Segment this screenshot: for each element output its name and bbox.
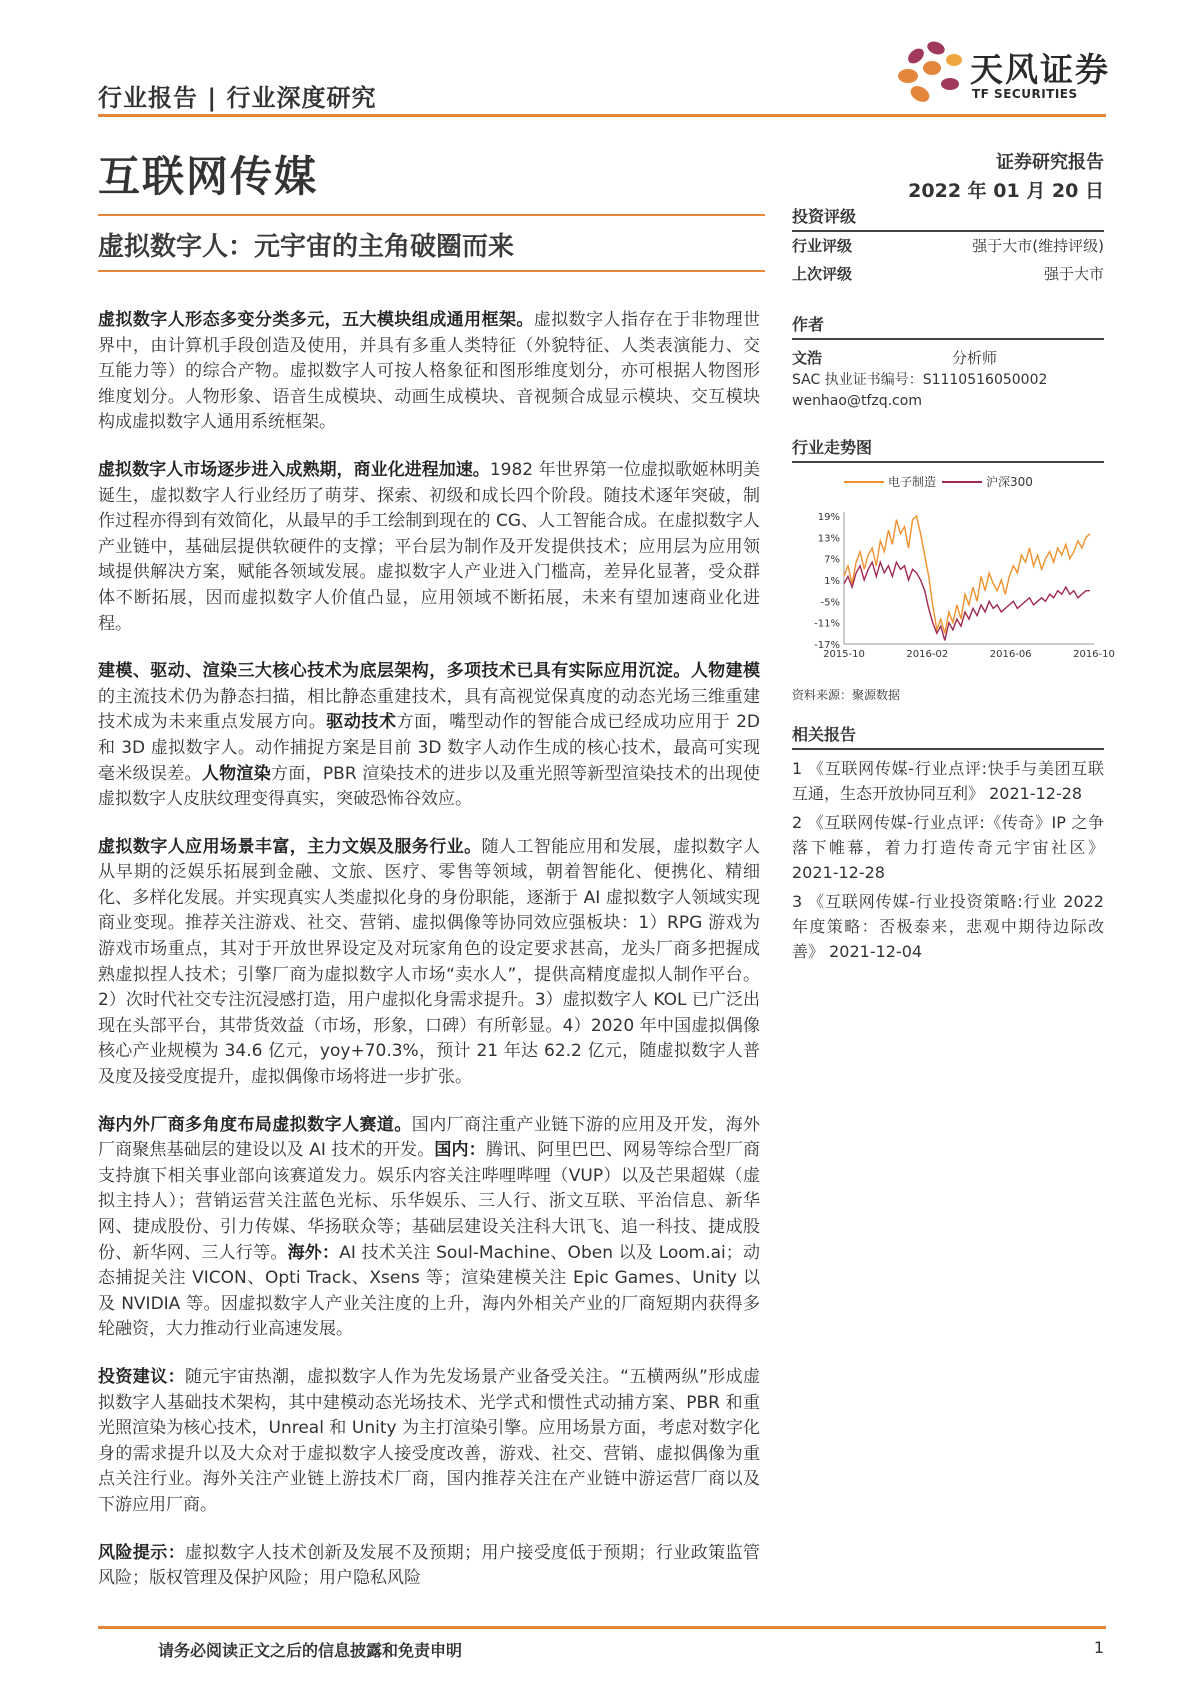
industry-rating-value: 强于大市(维持评级) — [972, 237, 1104, 255]
related-num: 2 — [792, 813, 803, 832]
y-tick-label: 7% — [824, 554, 840, 566]
title-rule-top — [98, 214, 765, 216]
related-title: 《互联网传媒-行业点评:《传奇》IP 之争落下帷幕，着力打造传奇元宇宙社区》 — [792, 813, 1104, 857]
related-item[interactable] — [792, 810, 1104, 885]
paragraph-text: 方面，嘴型动作的智能合成已经成功应用于 2D 和 3D 虚拟数字人。动作捕捉方案是目前 3D 数字人动作生成的核心技术，最高可实现毫米级误差。 — [98, 712, 761, 784]
related-title: 《互联网传媒-行业投资策略:行业 2022 年度策略：否极泰来，悲观中期待边际改善》 — [792, 892, 1104, 961]
header-rule — [98, 114, 1106, 117]
author-heading: 作者 — [792, 315, 825, 334]
chart-source: 资料来源：聚源数据 — [792, 688, 901, 702]
author-cert: SAC 执业证书编号：S1110516050002 — [792, 372, 1048, 388]
paragraph-text: AI 技术关注 Soul-Machine、Oben 以及 Loom.ai；动态捕捉关注 VICON、Opti Track、Xsens 等；渲染建模关注 Epic Games、Unity 以及 NVIDIA 等。因虚拟数字人产业关注度的上升，海内外相关产业的厂商短期内获得多轮融资，大力推动行业高速发展。 — [98, 1242, 761, 1340]
trend-divider — [792, 461, 1104, 463]
y-tick-label: -11% — [814, 618, 840, 630]
legend-label: 沪深300 — [986, 475, 1033, 489]
rating-block — [792, 204, 1104, 288]
paragraph-lead: 虚拟数字人形态多变分类多元，五大模块组成通用框架。 — [98, 310, 534, 330]
related-date: 2021-12-28 — [989, 784, 1083, 803]
related-title: 《互联网传媒-行业点评:快手与美团互联互通，生态开放协同互利》 — [792, 759, 1104, 803]
inline-bold: 人物建模 — [690, 661, 761, 682]
inline-bold: 驱动技术 — [326, 712, 397, 733]
y-tick-label: 13% — [817, 533, 840, 545]
x-tick-label: 2015-10 — [823, 649, 865, 660]
related-divider — [792, 748, 1104, 750]
report-category: 行业报告 | 行业深度研究 — [98, 84, 377, 112]
prev-rating-label: 上次评级 — [792, 265, 853, 283]
related-heading: 相关报告 — [792, 725, 857, 744]
paragraph — [98, 1365, 760, 1519]
paragraph — [98, 458, 760, 637]
paragraph — [98, 1113, 760, 1343]
x-tick-label: 2016-06 — [989, 649, 1032, 660]
logo-text-en: TF SECURITIES — [972, 87, 1078, 101]
author-email[interactable]: wenhao@tfzq.com — [792, 393, 922, 409]
paragraph-text: 随人工智能应用和发展，虚拟数字人从早期的泛娱乐拓展到金融、文旅、医疗、零售等领域，朝着智能化、便携化、精细化、多样化发展。并实现真实人类虚拟化身的身份职能，逐渐于 AI 虚拟数字人领域实现商业变现。推荐关注游戏、社交、营销、虚拟偶像等协同效应强板块：1）RPG 游戏为游戏市场重点，其对于开放世界设定及对玩家角色的设定要求甚高，龙头厂商多把握成熟虚拟捏人技术；引擎厂商为虚拟数字人市场“卖水人”，提供高精度虚拟人制作平台。2）次时代社交专注沉浸感打造，用户虚拟化身需求提升。3）虚拟数字人 KOL 已广泛出现在头部平台，其带货效益（市场，形象，口碑）有所彰显。4）2020 年中国虚拟偶像核心产业规模为 34.6 亿元，yoy+70.3%，预计 21 年达 62.2 亿元，随虚拟数字人普及度及接受度提升，虚拟偶像市场将进一步扩张。 — [98, 836, 761, 1088]
x-tick-label: 2016-10 — [1073, 649, 1115, 660]
paragraph — [98, 835, 760, 1091]
footer-disclaimer[interactable]: 请务必阅读正文之后的信息披露和免责申明 — [158, 1641, 463, 1660]
related-item[interactable] — [792, 756, 1104, 806]
related-item[interactable] — [792, 889, 1104, 964]
rating-heading: 投资评级 — [792, 207, 857, 226]
paragraph-text: 方面，PBR 渲染技术的进步以及重光照等新型渲染技术的出现使虚拟数字人皮肤纹理变得真实，突破恐怖谷效应。 — [98, 763, 761, 810]
industry-rating-label: 行业评级 — [792, 237, 853, 255]
footer-rule — [98, 1626, 1106, 1629]
paragraph-text: 虚拟数字人技术创新及发展不及预期；用户接受度低于预期；行业政策监管风险；版权管理及保护风险；用户隐私风险 — [98, 1542, 761, 1589]
related-num: 1 — [792, 759, 803, 778]
trend-heading: 行业走势图 — [792, 438, 873, 457]
trend-heading-block — [792, 435, 1104, 463]
paragraph-text: 腾讯、阿里巴巴、网易等综合型厂商支持旗下相关事业部向该赛道发力。娱乐内容关注哔哩哔哩（VUP）以及芒果超媒（虚拟主持人）；营销运营关注蓝色光标、乐华娱乐、三人行、浙文互联、平治信息、新华网、捷成股份、引力传媒、华扬联众等；基础层建设关注科大讯飞、追一科技、捷成股份、新华网、三人行等。 — [98, 1140, 761, 1263]
x-tick-label: 2016-02 — [906, 649, 949, 660]
paragraph-lead: 虚拟数字人应用场景丰富，主力文娱及服务行业。 — [98, 836, 482, 857]
y-tick-label: 19% — [817, 512, 840, 523]
paragraph-text: 虚拟数字人指存在于非物理世界中，由计算机手段创造及使用，并具有多重人类特征（外貌特征、人类表演能力、交互能力等）的综合产物。虚拟数字人可按人格象征和图形维度划分，亦可根据人物图形维度划分。人物形象、语音生成模块、动画生成模块、音视频合成显示模块、交互模块构成虚拟数字人通用系统框架。 — [98, 310, 761, 433]
inline-bold: 国内： — [434, 1140, 486, 1161]
author-block — [792, 312, 1104, 412]
related-block — [792, 722, 1104, 968]
logo-text-cn: 天风证券 — [970, 50, 1110, 89]
logo-mark — [898, 39, 962, 105]
prev-rating-row — [792, 260, 1104, 288]
paragraph-text: 的主流技术仍为静态扫描，相比静态重建技术，具有高视觉保真度的动态光场三维重建技术成为未来重点发展方向。 — [98, 686, 760, 733]
author-row — [792, 346, 1104, 370]
sector-title: 互联网传媒 — [98, 152, 319, 201]
paragraph-lead: 投资建议： — [98, 1366, 186, 1387]
prev-rating-value: 强于大市 — [1043, 265, 1104, 283]
report-date: 2022 年 01 月 20 日 — [908, 180, 1104, 202]
author-name: 文浩 — [792, 349, 823, 367]
page-number: 1 — [1093, 1638, 1104, 1657]
related-date: 2021-12-04 — [829, 942, 923, 961]
report-type: 证券研究报告 — [996, 152, 1104, 173]
related-num: 3 — [792, 892, 803, 911]
paragraph-text: 随元宇宙热潮，虚拟数字人作为先发场景产业备受关注。“五横两纵”形成虚拟数字人基础技术架构，其中建模动态光场技术、光学式和惯性式动捕方案、PBR 和重光照渲染为核心技术，Unreal 和 Unity 为主打渲染引擎。应用场景方面，考虑对数字化身的需求提升以及大众对于虚拟数字人接受度改善，游戏、社交、营销、虚拟偶像为重点关注行业。海外关注产业链上游技术厂商，国内推荐关注在产业链中游运营厂商以及下游应用厂商。 — [98, 1366, 760, 1515]
inline-bold: 海外： — [287, 1242, 340, 1263]
paragraph — [98, 308, 760, 436]
report-title: 虚拟数字人：元宇宙的主角破圈而来 — [98, 232, 515, 262]
author-divider — [792, 338, 1104, 340]
paragraph-lead: 海内外厂商多角度布局虚拟数字人赛道。 — [98, 1114, 412, 1135]
paragraph-lead: 虚拟数字人市场逐步进入成熟期，商业化进程加速。 — [98, 459, 490, 480]
main-body — [98, 308, 760, 1614]
industry-rating-row — [792, 232, 1104, 260]
title-rule-bottom — [98, 270, 765, 272]
author-role: 分析师 — [952, 349, 998, 367]
trend-chart — [792, 470, 1115, 670]
paragraph-lead: 建模、驱动、渲染三大核心技术为底层架构，多项技术已具有实际应用沉淀。 — [98, 661, 691, 682]
inline-bold: 人物渲染 — [201, 763, 272, 784]
paragraph — [98, 1541, 760, 1592]
y-tick-label: -5% — [820, 597, 840, 609]
paragraph-text: 国内厂商注重产业链下游的应用及开发，海外厂商聚焦基础层的建设以及 AI 技术的开发。 — [98, 1114, 761, 1161]
paragraph-lead: 风险提示： — [98, 1542, 186, 1563]
paragraph — [98, 659, 760, 813]
y-tick-label: 1% — [824, 576, 840, 587]
y-tick-label: -17% — [814, 640, 840, 651]
paragraph-text: 1982 年世界第一位虚拟歌姬林明美诞生，虚拟数字人行业经历了萌芽、探索、初级和成长四个阶段。随技术逐年突破，制作过程亦得到有效简化，从最早的手工绘制到现在的 CG、人工智能合成。在虚拟数字人产业链中，基础层提供软硬件的支撑；平台层为制作及开发提供技术；应用层为应用领域提供解决方案，赋能各领域发展。虚拟数字人产业进入门槛高，差异化显著，受众群体不断拓展，因而虚拟数字人价值凸显，应用领域不断拓展，未来有望加速商业化进程。 — [98, 459, 761, 634]
legend-label: 电子制造 — [888, 475, 937, 489]
related-date: 2021-12-28 — [792, 863, 885, 882]
